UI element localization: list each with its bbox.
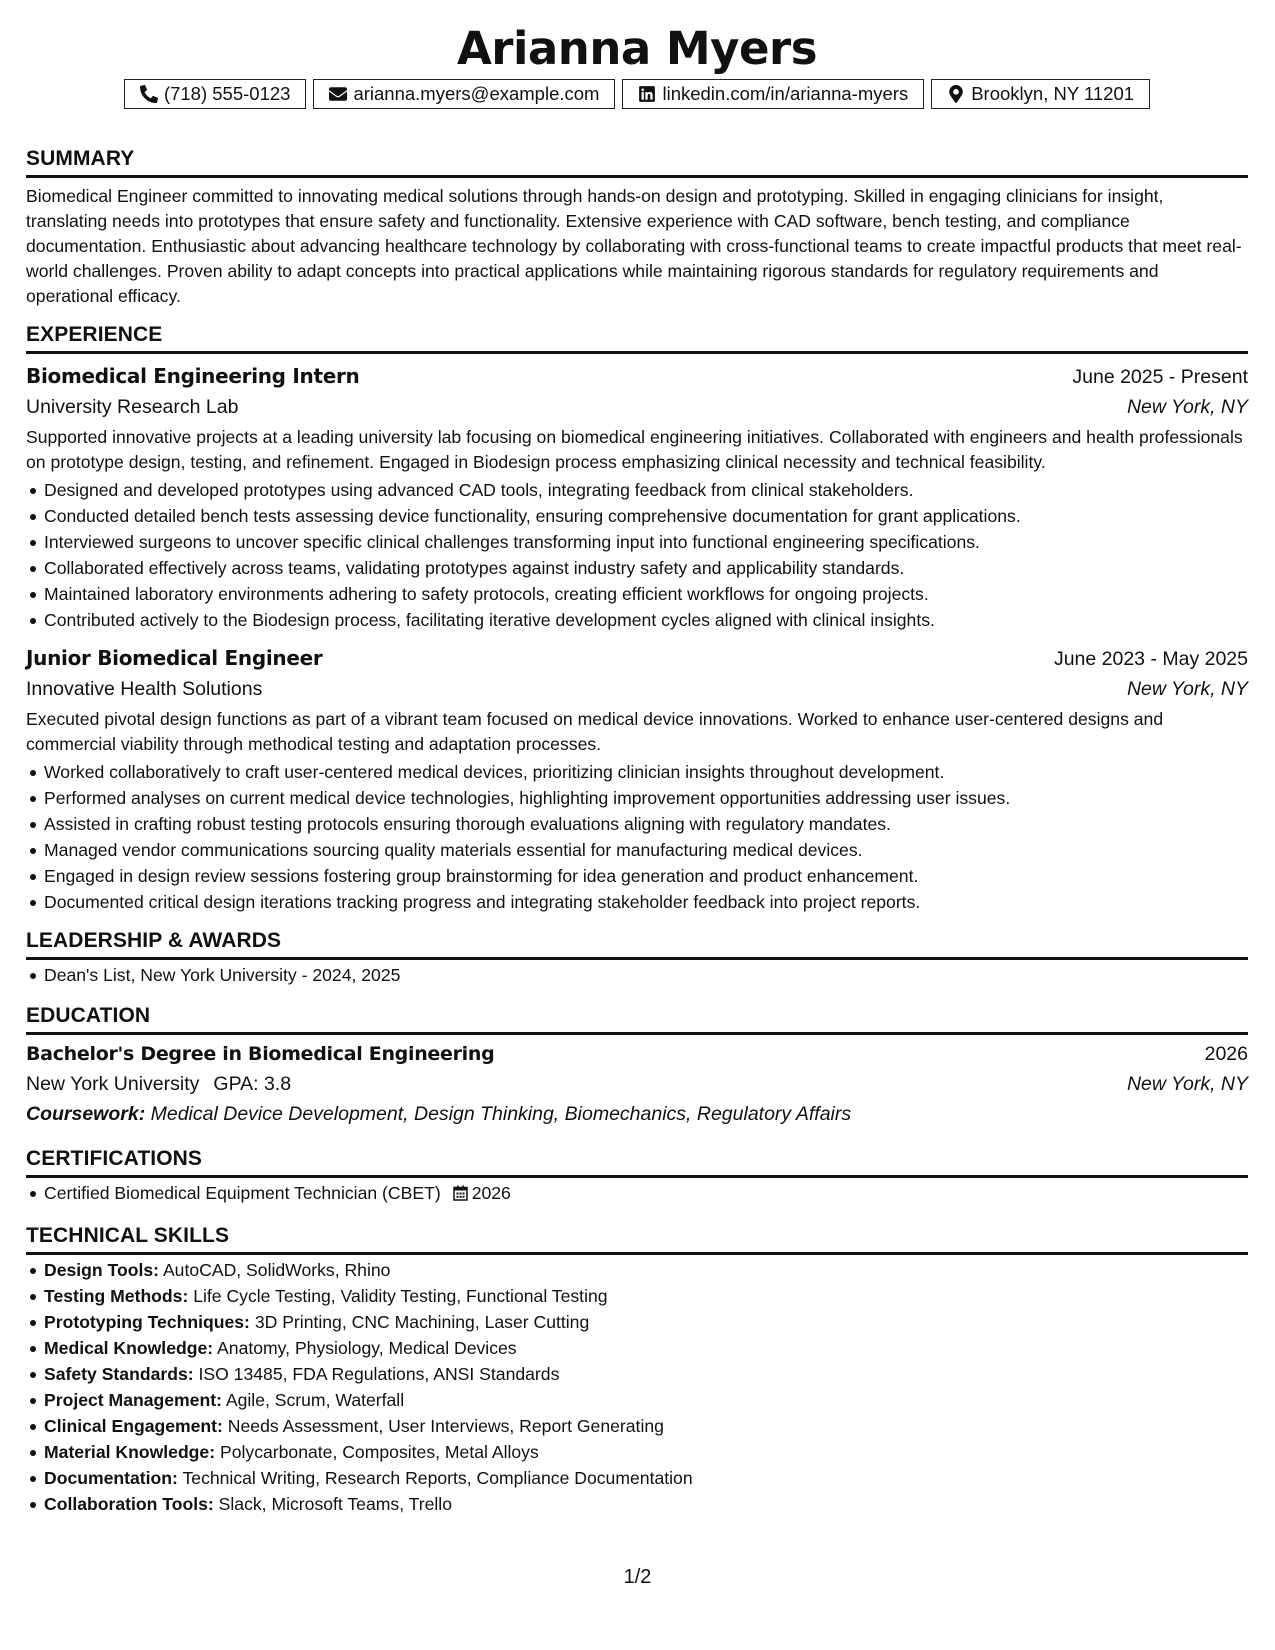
contact-email-text: arianna.myers@example.com	[353, 83, 600, 104]
skills-heading: TECHNICAL SKILLS	[26, 1222, 1248, 1255]
job-location: New York, NY	[1126, 678, 1248, 700]
education-header-row	[26, 1039, 1248, 1069]
education-school-row	[26, 1069, 1248, 1099]
list-item	[26, 1413, 1248, 1439]
list-item: Documented critical design iterations tracking progress and integrating stakeholder feedback into project reports.	[26, 889, 1248, 915]
graduation-year: 2026	[1204, 1043, 1248, 1065]
coursework-list: Medical Device Development, Design Thinking, Biomechanics, Regulatory Affairs	[150, 1103, 852, 1125]
list-item: Maintained laboratory environments adhering to safety protocols, creating efficient workflows for ongoing projects.	[26, 581, 1248, 607]
job-org-row	[26, 392, 1248, 422]
job-date: June 2023 - May 2025	[1053, 648, 1248, 670]
education-entry	[26, 1039, 1248, 1129]
job-entry	[26, 643, 1248, 915]
list-item	[26, 1361, 1248, 1387]
job-title: Junior Biomedical Engineer	[26, 646, 323, 670]
skill-value: 3D Printing, CNC Machining, Laser Cutting	[254, 1312, 590, 1332]
skill-label: Prototyping Techniques:	[44, 1312, 250, 1332]
job-org: Innovative Health Solutions	[26, 678, 263, 700]
contact-row	[26, 79, 1248, 109]
list-item: Collaborated effectively across teams, validating prototypes against industry safety and applicability standards.	[26, 555, 1248, 581]
contact-linkedin-text: linkedin.com/in/arianna-myers	[662, 83, 909, 104]
degree-title: Bachelor's Degree in Biomedical Engineering	[26, 1043, 495, 1065]
leadership-section	[26, 927, 1248, 988]
list-item: Engaged in design review sessions fostering group brainstorming for idea generation and product enhancement.	[26, 863, 1248, 889]
list-item	[26, 1465, 1248, 1491]
list-item	[26, 1180, 1248, 1208]
job-bullets	[26, 759, 1248, 915]
job-description: Executed pivotal design functions as part of a vibrant team focused on medical device innovations. Worked to enhance user-centered designs and commercial viability through methodical testing and adaptation processes.	[26, 709, 1164, 754]
job-location: New York, NY	[1126, 396, 1248, 418]
linkedin-icon	[638, 85, 656, 103]
skills-section	[26, 1222, 1248, 1517]
envelope-icon	[329, 85, 347, 103]
list-item	[26, 1387, 1248, 1413]
list-item: Dean's List, New York University - 2024, 2025	[26, 962, 1248, 988]
contact-location-text: Brooklyn, NY 11201	[971, 83, 1135, 104]
gpa: GPA: 3.8	[213, 1073, 292, 1095]
skill-label: Safety Standards:	[44, 1364, 194, 1384]
list-item: Assisted in crafting robust testing protocols ensuring thorough evaluations aligning with regulatory mandates.	[26, 811, 1248, 837]
education-heading: EDUCATION	[26, 1002, 1248, 1035]
map-pin-icon	[947, 85, 965, 103]
skill-label: Material Knowledge:	[44, 1442, 216, 1462]
list-item	[26, 1309, 1248, 1335]
certifications-heading: CERTIFICATIONS	[26, 1145, 1248, 1178]
list-item	[26, 1335, 1248, 1361]
job-date: June 2025 - Present	[1072, 366, 1248, 388]
skill-label: Design Tools:	[44, 1260, 160, 1280]
list-item: Interviewed surgeons to uncover specific clinical challenges transforming input into functional engineering specifications.	[26, 529, 1248, 555]
skill-value: Polycarbonate, Composites, Metal Alloys	[219, 1442, 539, 1462]
job-bullets	[26, 477, 1248, 633]
skill-value: Anatomy, Physiology, Medical Devices	[217, 1338, 517, 1358]
contact-phone-text: (718) 555-0123	[163, 83, 291, 104]
school-name: New York University	[26, 1073, 200, 1095]
leadership-heading: LEADERSHIP & AWARDS	[26, 927, 1248, 960]
page-number: 1/2	[623, 1566, 652, 1588]
list-item	[26, 1491, 1248, 1517]
summary-section	[26, 145, 1248, 309]
job-org-row	[26, 674, 1248, 704]
job-entry	[26, 361, 1248, 633]
list-item: Managed vendor communications sourcing quality materials essential for manufacturing medical devices.	[26, 837, 1248, 863]
skill-value: Needs Assessment, User Interviews, Report Generating	[227, 1416, 664, 1436]
list-item: Worked collaboratively to craft user-centered medical devices, prioritizing clinician insights throughout development.	[26, 759, 1248, 785]
calendar-icon	[453, 1182, 468, 1208]
resume-page	[26, 18, 1248, 1517]
experience-heading: EXPERIENCE	[26, 321, 1248, 354]
list-item: Conducted detailed bench tests assessing device functionality, ensuring comprehensive documentation for grant applications.	[26, 503, 1248, 529]
job-description: Supported innovative projects at a leading university lab focusing on biomedical engineering initiatives. Collaborated with engineers and health professionals on prototype design, testing, and refinement. Engaged in Biodesign process emphasizing clinical necessity and technical feasibility.	[26, 427, 1243, 472]
job-title: Biomedical Engineering Intern	[26, 364, 360, 388]
list-item	[26, 1257, 1248, 1283]
contact-location	[931, 79, 1150, 109]
contact-email[interactable]	[313, 79, 615, 109]
skill-value: Life Cycle Testing, Validity Testing, Functional Testing	[193, 1286, 608, 1306]
list-item: Contributed actively to the Biodesign process, facilitating iterative development cycles aligned with clinical insights.	[26, 607, 1248, 633]
list-item	[26, 1439, 1248, 1465]
school-line	[26, 1069, 291, 1099]
summary-heading: SUMMARY	[26, 145, 1248, 178]
certifications-section	[26, 1145, 1248, 1208]
leadership-list	[26, 962, 1248, 988]
skill-value: AutoCAD, SolidWorks, Rhino	[162, 1260, 391, 1280]
certification-year: 2026	[471, 1183, 511, 1203]
skill-label: Project Management:	[44, 1390, 222, 1410]
skill-label: Medical Knowledge:	[44, 1338, 214, 1358]
candidate-name: Arianna Myers	[456, 22, 818, 75]
skill-value: Slack, Microsoft Teams, Trello	[218, 1494, 452, 1514]
skill-value: Technical Writing, Research Reports, Compliance Documentation	[182, 1468, 693, 1488]
school-location: New York, NY	[1126, 1073, 1248, 1095]
experience-section	[26, 321, 1248, 915]
list-item: Performed analyses on current medical device technologies, highlighting improvement opportunities addressing user issues.	[26, 785, 1248, 811]
skill-label: Documentation:	[44, 1468, 178, 1488]
phone-icon	[140, 85, 158, 103]
skill-value: Agile, Scrum, Waterfall	[225, 1390, 405, 1410]
skills-list	[26, 1257, 1248, 1517]
skill-label: Testing Methods:	[44, 1286, 189, 1306]
contact-phone[interactable]	[124, 79, 307, 109]
certifications-list	[26, 1180, 1248, 1208]
skill-label: Clinical Engagement:	[44, 1416, 223, 1436]
job-org: University Research Lab	[26, 396, 239, 418]
job-header-row	[26, 643, 1248, 674]
coursework-line	[26, 1099, 1248, 1129]
certification-name: Certified Biomedical Equipment Technician (CBET)	[44, 1183, 441, 1203]
job-header-row	[26, 361, 1248, 392]
summary-text: Biomedical Engineer committed to innovating medical solutions through hands-on design and prototyping. Skilled in engaging clinicians for insight, translating needs into prototypes that ensure safety and functionality. Extensive experience with CAD software, bench testing, and compliance documentation. Enthusiastic about advancing healthcare technology by collaborating with cross-functional teams to create impactful products that meet real-world challenges. Proven ability to adapt concepts into practical applications while maintaining rigorous standards for regulatory requirements and operational efficacy.	[26, 186, 1242, 306]
contact-linkedin[interactable]	[622, 79, 924, 109]
list-item: Designed and developed prototypes using advanced CAD tools, integrating feedback from clinical stakeholders.	[26, 477, 1248, 503]
education-section	[26, 1002, 1248, 1129]
coursework-label: Coursework:	[26, 1103, 146, 1125]
skill-value: ISO 13485, FDA Regulations, ANSI Standards	[198, 1364, 560, 1384]
list-item	[26, 1283, 1248, 1309]
skill-label: Collaboration Tools:	[44, 1494, 214, 1514]
